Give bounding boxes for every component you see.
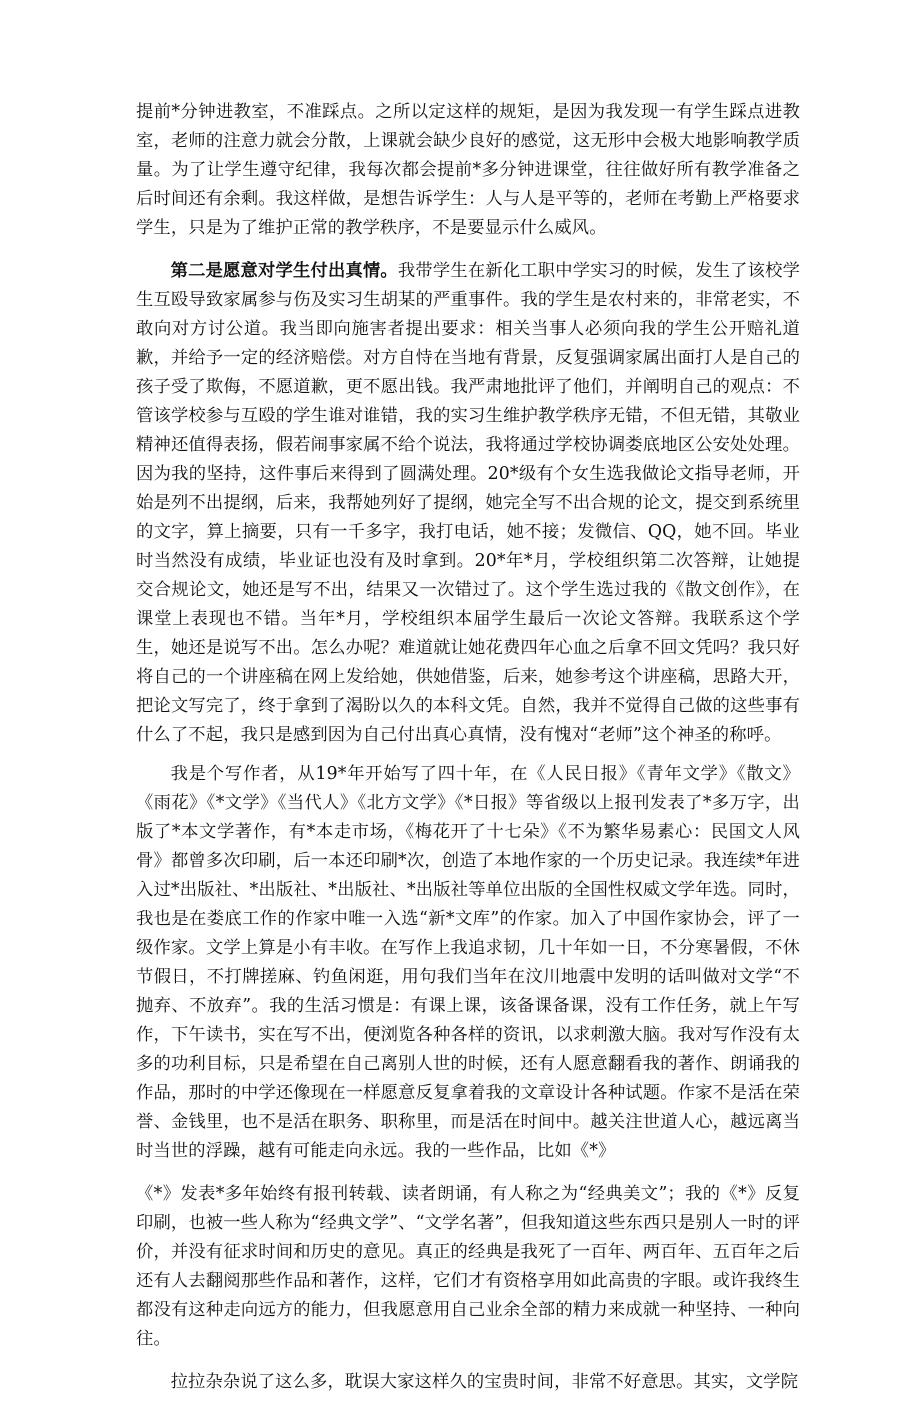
paragraph-classics <box>136 1180 800 1354</box>
paragraph-sincerity <box>136 257 800 750</box>
paragraph-text: 我是个写作者，从19*年开始写了四十年，在《人民日报》《青年文学》《散文》《雨花》《*文学》《当代人》《北方文学》《*日报》等省级以上报刊发表了*多万字，出版了*本文学著作，有*本走市场，《梅花开了十七朵》《不为繁华易素心：民国文人风骨》都曾多次印刷，后一本还印刷*次，创造了本地作家的一个历史记录。我连续*年进入过*出版社、*出版社、*出版社、*出版社等单位出版的全国性权威文学年选。同时，我也是在娄底工作的作家中唯一入选“新*文库”的作家。加入了中国作家协会，评了一级作家。文学上算是小有丰收。在写作上我追求韧，几十年如一日，不分寒暑假，不休节假日，不打牌搓麻、钓鱼闲逛，用句我们当年在汶川地震中发明的话叫做对文学“不抛弃、不放弃”。我的生活习惯是：有课上课，该备课备课，没有工作任务，就上午写作，下午读书，实在写不出，便浏览各种各样的资讯，以求刺激大脑。我对写作没有太多的功利目标，只是希望在自己离别人世的时候，还有人愿意翻看我的著作、朗诵我的作品，那时的中学还像现在一样愿意反复拿着我的文章设计各种试题。作家不是活在荣誉、金钱里，也不是活在职务、职称里，而是活在时间中。越关注世道人心，越远离当时当世的浮躁，越有可能走向永远。我的一些作品，比如《*》 <box>136 764 800 1161</box>
paragraph-text: 提前*分钟进教室，不准踩点。之所以定这样的规矩，是因为我发现一有学生踩点进教室，老师的注意力就会分散，上课就会缺少良好的感觉，这无形中会极大地影响教学质量。为了让学生遵守纪律，我每次都会提前*多分钟进课堂，往往做好所有教学准备之后时间还有余剩。我这样做，是想告诉学生：人与人是平等的，老师在考勤上严格要求学生，只是为了维护正常的教学秩序，不是要显示什么威风。 <box>136 102 800 238</box>
paragraph-lead-heading: 第二是愿意对学生付出真情。 <box>170 261 398 281</box>
paragraph-closing <box>136 1368 800 1397</box>
paragraph-text: 拉拉杂杂说了这么多，耽误大家这样久的宝贵时间，非常不好意思。其实，文学院 <box>170 1372 799 1392</box>
paragraph-text: 我带学生在新化工职中学实习的时候，发生了该校学生互殴导致家属参与伤及实习生胡某的严重事件。我的学生是农村来的，非常老实，不敢向对方讨公道。我当即向施害者提出要求：相关当事人必须向我的学生公开赔礼道歉，并给予一定的经济赔偿。对方自恃在当地有背景，反复强调家属出面打人是自己的孩子受了欺侮，不愿道歉，更不愿出钱。我严肃地批评了他们，并阐明自己的观点：不管该学校参与互殴的学生谁对谁错，我的实习生维护教学秩序无错，不但无错，其敬业精神还值得表扬，假若闹事家属不给个说法，我将通过学校协调娄底地区公安处处理。因为我的坚持，这件事后来得到了圆满处理。20*级有个女生选我做论文指导老师，开始是列不出提纲，后来，我帮她列好了提纲，她完全写不出合规的论文，提交到系统里的文字，算上摘要，只有一千多字，我打电话，她不接；发微信、QQ，她不回。毕业时当然没有成绩，毕业证也没有及时拿到。20*年*月，学校组织第二次答辩，让她提交合规论文，她还是写不出，结果又一次错过了。这个学生选过我的《散文创作》，在课堂上表现也不错。当年*月，学校组织本届学生最后一次论文答辩。我联系这个学生，她还是说写不出。怎么办呢？难道就让她花费四年心血之后拿不回文凭吗？我只好将自己的一个讲座稿在网上发给她，供她借鉴，后来，她参考这个讲座稿，思路大开，把论文写完了，终于拿到了渴盼以久的本科文凭。自然，我并不觉得自己做的这些事有什么了不起，我只是感到因为自己付出真心真情，没有愧对“老师”这个神圣的称呼。 <box>136 261 801 745</box>
document-page <box>136 98 800 1407</box>
paragraph-attendance <box>136 98 800 243</box>
paragraph-writer <box>136 760 800 1166</box>
paragraph-text: 《*》发表*多年始终有报刊转载、读者朗诵，有人称之为“经典美文”；我的《*》反复印刷，也被一些人称为“经典文学”、“文学名著”，但我知道这些东西只是别人一时的评价，并没有征求时间和历史的意见。真正的经典是我死了一百年、两百年、五百年之后还有人去翻阅那些作品和著作，这样，它们才有资格享用如此高贵的字眼。或许我终生都没有这种走向远方的能力，但我愿意用自己业余全部的精力来成就一种坚持、一种向往。 <box>136 1184 800 1349</box>
